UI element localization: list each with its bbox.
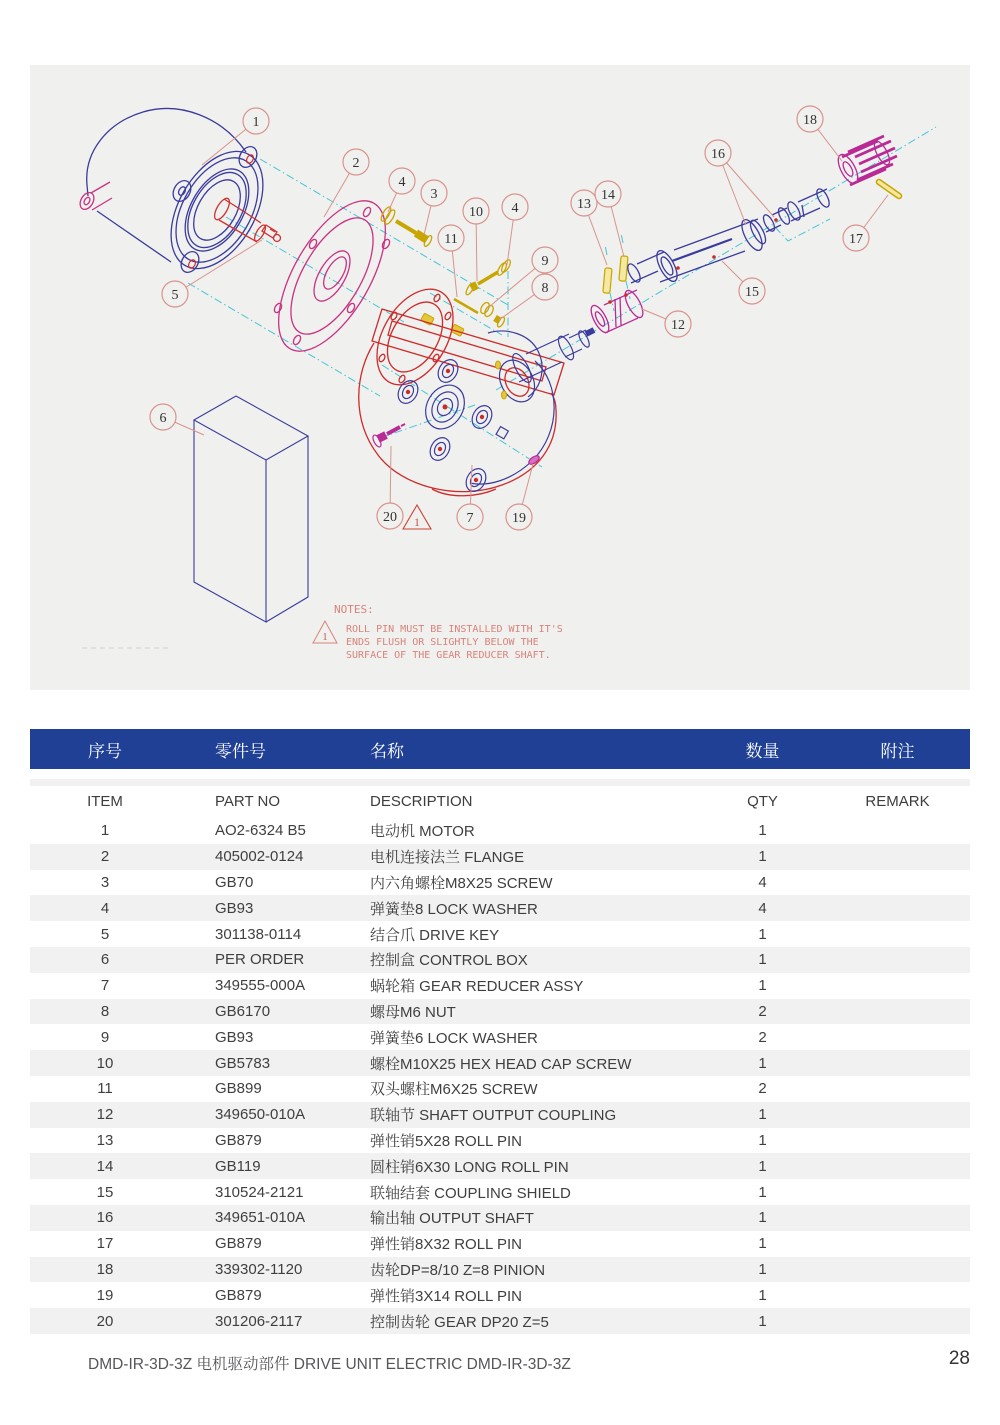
cell-part: GB879 — [215, 1286, 262, 1304]
callout-number: 17 — [849, 232, 863, 247]
callout-2 — [324, 149, 369, 217]
cell-part: 339302-1120 — [215, 1260, 303, 1278]
col-header-qty-cn: 数量 — [745, 741, 780, 761]
screw-washer-set — [379, 206, 512, 328]
cell-desc: 联轴结套 COUPLING SHIELD — [370, 1184, 571, 1202]
cell-part: GB899 — [215, 1080, 262, 1098]
output-shaft — [761, 187, 831, 233]
table-rows — [30, 818, 970, 1334]
cell-part: GB879 — [215, 1131, 262, 1149]
table-header-en — [30, 788, 970, 815]
roll-pin-17 — [879, 182, 899, 196]
cell-part: PER ORDER — [215, 951, 305, 969]
control-box — [194, 396, 308, 622]
shaft-pin-hole — [774, 218, 778, 222]
cell-qty: 1 — [758, 977, 767, 995]
table-row — [30, 895, 970, 921]
callout-number: 13 — [577, 197, 591, 212]
coupling-shield — [625, 217, 768, 285]
cell-part: GB93 — [215, 899, 254, 917]
cell-item: 19 — [96, 1286, 114, 1304]
table-row — [30, 1102, 970, 1128]
col-header-item-cn: 序号 — [88, 741, 122, 761]
cell-desc: 结合爪 DRIVE KEY — [370, 926, 500, 944]
callout-number: 14 — [601, 188, 615, 203]
control-gear — [371, 424, 405, 448]
cell-part: 349555-000A — [215, 977, 306, 995]
cell-qty: 1 — [758, 1054, 767, 1072]
callout-16 — [705, 140, 774, 225]
callout-number: 4 — [511, 201, 519, 216]
cell-item: 8 — [100, 1002, 110, 1020]
divider-stripe — [30, 779, 970, 786]
callout-3 — [421, 180, 447, 235]
cell-item: 10 — [96, 1054, 114, 1072]
table-row — [30, 1050, 970, 1076]
cell-desc: 控制齿轮 GEAR DP20 Z=5 — [370, 1313, 549, 1331]
callout-number: 10 — [469, 205, 483, 220]
callout-19 — [506, 464, 533, 530]
cell-item: 1 — [100, 822, 110, 840]
callout-number: 11 — [444, 232, 458, 247]
table-row — [30, 1257, 970, 1283]
output-coupling — [588, 288, 647, 335]
svg-text:1: 1 — [322, 632, 328, 643]
cell-desc: 控制盒 CONTROL BOX — [370, 952, 528, 970]
table-header-cn — [30, 729, 970, 769]
table-row — [30, 921, 970, 947]
cell-qty: 1 — [758, 1260, 767, 1278]
exploded-diagram — [30, 65, 970, 690]
cell-qty: 1 — [758, 1183, 767, 1201]
table-row — [30, 1282, 970, 1308]
col-header-part-en: PART NO — [215, 793, 281, 810]
motor-rear-boss — [77, 182, 112, 212]
table-row — [30, 870, 970, 896]
cell-qty: 1 — [758, 1106, 767, 1124]
cell-desc: 双头螺柱M6X25 SCREW — [370, 1081, 538, 1099]
table-row — [30, 1231, 970, 1257]
cell-qty: 1 — [758, 1209, 767, 1227]
cell-part: GB5783 — [215, 1054, 271, 1072]
notes-block — [313, 603, 563, 661]
callout-4 — [502, 194, 528, 265]
callout-number: 7 — [466, 511, 474, 526]
cell-part: 405002-0124 — [215, 848, 304, 866]
pinion-gear — [834, 136, 897, 186]
cell-item: 15 — [96, 1183, 114, 1201]
cell-desc: 电动机 MOTOR — [370, 823, 475, 841]
callout-12 — [642, 309, 691, 337]
callout-17 — [843, 195, 888, 251]
cell-qty: 2 — [758, 1002, 767, 1020]
center-lines — [188, 127, 936, 467]
cell-item: 4 — [100, 899, 110, 917]
callout-number: 20 — [383, 510, 397, 525]
gear-reducer-blue-details — [394, 329, 594, 494]
cell-part: 349651-010A — [215, 1209, 306, 1227]
cell-item: 14 — [96, 1157, 114, 1175]
col-header-name-en: DESCRIPTION — [370, 793, 473, 810]
cell-item: 16 — [96, 1209, 114, 1227]
cell-desc: 输出轴 OUTPUT SHAFT — [370, 1210, 534, 1228]
table-row — [30, 818, 970, 844]
cell-qty: 1 — [758, 1235, 767, 1253]
warning-triangle — [403, 505, 431, 529]
callout-18 — [797, 106, 842, 161]
cell-desc: 内六角螺栓M8X25 SCREW — [370, 874, 553, 892]
col-header-remark-cn: 附注 — [880, 741, 915, 761]
roll-pins-13-14 — [603, 256, 628, 294]
callout-4 — [388, 168, 415, 212]
page-footer — [0, 1346, 1000, 1380]
callout-10 — [463, 198, 489, 281]
callout-number: 6 — [159, 411, 167, 426]
callout-8 — [499, 274, 558, 320]
exploded-diagram-panel — [30, 65, 970, 690]
callout-number: 19 — [512, 511, 526, 526]
cell-qty: 2 — [758, 1080, 767, 1098]
cell-desc: 弹簧垫6 LOCK WASHER — [370, 1029, 538, 1047]
table-row — [30, 973, 970, 999]
roll-pin-19 — [527, 454, 540, 466]
table-row — [30, 1205, 970, 1231]
drive-key — [262, 225, 281, 242]
table-row — [30, 947, 970, 973]
callout-number: 8 — [541, 281, 549, 296]
cell-item: 7 — [100, 977, 110, 995]
cell-part: GB879 — [215, 1235, 262, 1253]
table-row — [30, 1076, 970, 1102]
cell-desc: 螺母M6 NUT — [370, 1003, 456, 1021]
cell-qty: 1 — [758, 848, 767, 866]
cell-desc: 弹性销3X14 ROLL PIN — [370, 1287, 522, 1305]
cell-item: 9 — [100, 1028, 110, 1046]
cell-desc: 蜗轮箱 GEAR REDUCER ASSY — [370, 978, 584, 996]
callout-number: 18 — [803, 113, 817, 128]
callout-number: 5 — [171, 288, 179, 303]
cell-item: 3 — [100, 873, 110, 891]
cell-qty: 4 — [758, 899, 767, 917]
cell-part: 310524-2121 — [215, 1183, 304, 1201]
svg-text:ENDS FLUSH OR SLIGHTLY BELOW T: ENDS FLUSH OR SLIGHTLY BELOW THE — [346, 637, 539, 648]
cell-part: AO2-6324 B5 — [215, 822, 306, 840]
callout-11 — [438, 225, 464, 297]
cell-item: 6 — [100, 951, 110, 969]
table-row — [30, 844, 970, 870]
callout-number: 15 — [745, 285, 759, 300]
callout-number: 2 — [352, 156, 360, 171]
cell-item: 18 — [96, 1260, 114, 1278]
table-row — [30, 1153, 970, 1179]
cell-qty: 1 — [758, 925, 767, 943]
page-number: 28 — [948, 1348, 970, 1369]
callout-number: 9 — [541, 254, 549, 269]
cell-item: 17 — [96, 1235, 114, 1253]
cell-item: 13 — [96, 1131, 114, 1149]
cell-desc: 圆柱销6X30 LONG ROLL PIN — [370, 1158, 569, 1176]
cell-item: 2 — [100, 848, 110, 866]
svg-text:SURFACE OF THE GEAR REDUCER SH: SURFACE OF THE GEAR REDUCER SHAFT. — [346, 650, 551, 661]
cell-desc: 联轴节 SHAFT OUTPUT COUPLING — [370, 1107, 617, 1125]
col-header-part-cn: 零件号 — [215, 741, 266, 761]
footer-title: DMD-IR-3D-3Z 电机驱动部件 DRIVE UNIT ELECTRIC DMD-IR-3D-3Z — [88, 1356, 571, 1373]
table-row — [30, 1024, 970, 1050]
cell-qty: 1 — [758, 1131, 767, 1149]
cell-qty: 1 — [758, 822, 767, 840]
cell-desc: 齿轮DP=8/10 Z=8 PINION — [370, 1261, 546, 1279]
callout-number: 16 — [711, 147, 725, 162]
svg-text:ROLL PIN MUST BE INSTALLED WIT: ROLL PIN MUST BE INSTALLED WITH IT'S — [346, 624, 563, 635]
cell-part: GB93 — [215, 1028, 254, 1046]
callout-number: 4 — [398, 175, 406, 190]
col-header-item-en: ITEM — [87, 793, 123, 810]
callout-number: 3 — [430, 187, 438, 202]
parts-table — [30, 729, 970, 1334]
col-header-remark-en: REMARK — [865, 793, 930, 810]
cell-qty: 1 — [758, 1286, 767, 1304]
cell-item: 11 — [97, 1080, 113, 1098]
cell-part: GB70 — [215, 873, 254, 891]
cell-qty: 2 — [758, 1028, 767, 1046]
table-row — [30, 999, 970, 1025]
callout-1 — [202, 108, 269, 165]
svg-text:NOTES:: NOTES: — [334, 603, 374, 616]
cell-part: 349650-010A — [215, 1106, 306, 1124]
table-row — [30, 1128, 970, 1154]
callout-7 — [457, 465, 483, 530]
cell-item: 12 — [96, 1106, 114, 1124]
cell-qty: 1 — [758, 1312, 767, 1330]
callout-number: 12 — [671, 318, 685, 333]
table-row — [30, 1179, 970, 1205]
cell-part: 301206-2117 — [215, 1312, 303, 1330]
cell-part: GB119 — [215, 1157, 261, 1175]
svg-text:1: 1 — [414, 515, 420, 529]
cell-qty: 1 — [758, 1157, 767, 1175]
cell-desc: 弹性销8X32 ROLL PIN — [370, 1236, 522, 1254]
motor — [87, 109, 282, 285]
table-row — [30, 1308, 970, 1334]
cell-desc: 电机连接法兰 FLANGE — [370, 849, 525, 867]
cell-item: 20 — [96, 1312, 114, 1330]
cell-part: GB6170 — [215, 1002, 271, 1020]
cell-desc: 弹性销5X28 ROLL PIN — [370, 1132, 522, 1150]
cell-item: 5 — [100, 925, 110, 943]
col-header-name-cn: 名称 — [370, 741, 404, 761]
callout-number: 1 — [252, 115, 260, 130]
cell-qty: 4 — [758, 873, 767, 891]
cell-desc: 螺栓M10X25 HEX HEAD CAP SCREW — [370, 1055, 632, 1073]
cell-qty: 1 — [758, 951, 767, 969]
col-header-qty-en: QTY — [747, 793, 778, 810]
cell-desc: 弹簧垫8 LOCK WASHER — [370, 900, 538, 918]
callout-15 — [722, 261, 765, 304]
cell-part: 301138-0114 — [215, 925, 302, 943]
